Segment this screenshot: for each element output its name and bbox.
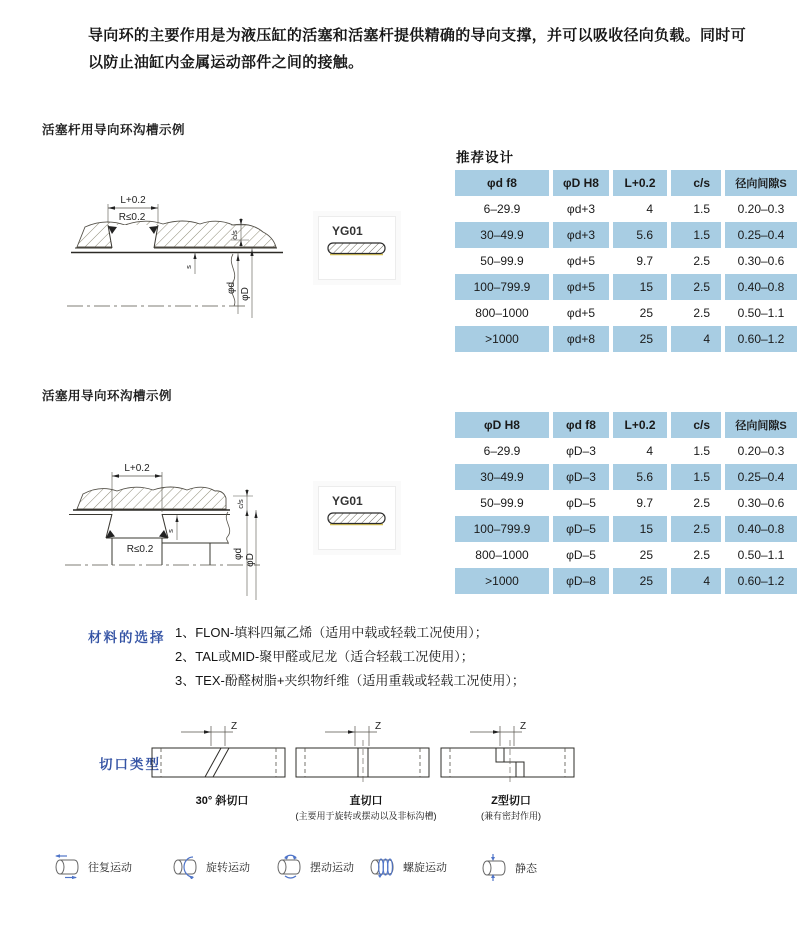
table-cell: 1.5 [693, 202, 710, 216]
table-cell: 100–799.9 [455, 274, 549, 300]
table-cell: 30–49.9 [455, 222, 549, 248]
dim-s-label: s [184, 265, 193, 269]
piston-design-table [455, 412, 797, 594]
table-cell: φd+5 [553, 274, 609, 300]
dim-d-label: φd [226, 281, 237, 295]
dim-R-label: R≤0.2 [126, 544, 154, 555]
table-cell: 0.40–0.8 [725, 516, 797, 542]
legend-label: 静态 [515, 862, 537, 875]
table-cell: 0.60–1.2 [725, 568, 797, 594]
table-cell: 5.6 [613, 464, 667, 490]
table-cell: 25 [613, 326, 667, 352]
dim-d-label: φd [233, 547, 244, 561]
material-item: 3、TEX-酚醛树脂+夹织物纤维（适用重载或轻载工况使用）； [175, 673, 525, 688]
table-cell: 25 [639, 548, 653, 562]
rotary-motion-icon [171, 854, 197, 879]
cut-type-label: 切口类型 [99, 757, 161, 772]
table-cell: 6–29.9 [483, 202, 521, 216]
table-cell: 9.7 [636, 254, 653, 268]
table-cell: 0.40–0.8 [725, 274, 797, 300]
dim-R-label: R≤0.2 [118, 212, 146, 223]
piston-section-title: 活塞用导向环沟槽示例 [42, 389, 173, 403]
table-cell: 0.50–1.1 [737, 548, 785, 562]
legend-label: 旋转运动 [206, 861, 250, 874]
dim-cs-label: c/s [230, 230, 239, 240]
table-cell: 25 [639, 306, 653, 320]
table-cell: 2.5 [671, 516, 721, 542]
guide-ring-cross-section-icon [325, 510, 389, 528]
legend-label: 螺旋运动 [403, 861, 447, 874]
table-cell: φD–8 [553, 568, 609, 594]
static-icon [480, 854, 506, 881]
material-item: 1、FLON-填料四氟乙烯（适用中载或轻载工况使用）； [175, 625, 488, 640]
intro-paragraph: 导向环的主要作用是为液压缸的活塞和活塞杆提供精确的导向支撑，并可以吸收径向负载。同时可以防止油缸内金属运动部件之间的接触。 [88, 27, 746, 71]
dim-z-label: Z [520, 721, 527, 732]
legend-label: 往复运动 [88, 861, 132, 874]
material-selection-label: 材料的选择 [88, 630, 166, 645]
table-cell: 4 [646, 202, 653, 216]
table-cell: 15 [613, 274, 667, 300]
cut-note: (兼有密封作用) [481, 811, 541, 821]
table-cell: 0.25–0.4 [725, 222, 797, 248]
table-cell: >1000 [455, 568, 549, 594]
table-cell: 2.5 [693, 548, 710, 562]
table-header-cell: L+0.2 [613, 412, 667, 438]
material-item: 2、TAL或MID-聚甲醛或尼龙（适合轻载工况使用）； [175, 649, 474, 664]
table-cell: >1000 [455, 326, 549, 352]
table-header-cell: L+0.2 [613, 170, 667, 196]
table-cell: 800–1000 [475, 548, 529, 562]
table-cell: 0.50–1.1 [737, 306, 785, 320]
table-cell: 30–49.9 [455, 464, 549, 490]
table-header-cell: c/s [671, 412, 721, 438]
yg01-box-piston [318, 486, 396, 550]
recommended-design-title: 推荐设计 [456, 150, 514, 165]
yg01-label: YG01 [332, 224, 363, 238]
reciprocating-motion-icon [53, 854, 79, 879]
cut-figure-30deg [147, 720, 297, 809]
dim-z-label: Z [375, 721, 382, 732]
legend-item-static [480, 854, 537, 881]
cut-caption: 直切口 [349, 795, 383, 807]
table-header-cell: 径向间隙S [725, 170, 797, 196]
table-header-cell: φd f8 [455, 170, 549, 196]
table-cell: 2.5 [693, 496, 710, 510]
cut-note: (主要用于旋转或摆动以及非标沟槽) [295, 811, 437, 821]
table-cell: 4 [671, 326, 721, 352]
guide-ring-cross-section-icon [325, 240, 389, 258]
table-cell: 2.5 [671, 274, 721, 300]
table-header-cell: φD H8 [553, 170, 609, 196]
helical-motion-icon [368, 854, 394, 879]
legend-item-reciprocating [53, 854, 132, 879]
table-cell: 2.5 [693, 254, 710, 268]
table-cell: 100–799.9 [455, 516, 549, 542]
table-cell: 1.5 [693, 444, 710, 458]
table-cell: 50–99.9 [480, 496, 524, 510]
table-cell: 1.5 [671, 222, 721, 248]
table-cell: 0.25–0.4 [725, 464, 797, 490]
table-cell: 15 [613, 516, 667, 542]
cut-figure-straight [291, 720, 441, 822]
table-header-cell: φD H8 [455, 412, 549, 438]
table-cell: 0.20–0.3 [737, 202, 785, 216]
dim-cs-label: c/s [236, 499, 245, 509]
table-header-cell: φd f8 [553, 412, 609, 438]
dim-D-label: φD [240, 287, 251, 301]
dim-L-label: L+0.2 [120, 195, 146, 206]
table-cell: φd+8 [553, 326, 609, 352]
cut-figure-z [436, 720, 586, 822]
table-cell: 0.20–0.3 [737, 444, 785, 458]
yg01-box-rod [318, 216, 396, 280]
rod-design-table [455, 170, 797, 352]
table-header-cell: c/s [671, 170, 721, 196]
table-cell: 4 [671, 568, 721, 594]
table-cell: 1.5 [671, 464, 721, 490]
angled-cut-diagram [147, 720, 297, 784]
rod-section-title: 活塞杆用导向环沟槽示例 [42, 123, 186, 137]
table-cell: 2.5 [693, 306, 710, 320]
straight-cut-diagram [291, 720, 441, 784]
cut-caption: Z型切口 [491, 795, 531, 807]
table-cell: 6–29.9 [483, 444, 521, 458]
table-cell: φD–5 [566, 548, 596, 562]
table-cell: 0.30–0.6 [737, 496, 785, 510]
table-cell: φD–5 [553, 516, 609, 542]
table-cell: φd+5 [566, 306, 596, 320]
oscillating-motion-icon [275, 854, 301, 879]
z-cut-diagram [436, 720, 586, 784]
legend-label: 摆动运动 [310, 861, 354, 874]
table-cell: 5.6 [613, 222, 667, 248]
table-cell: φD–3 [553, 464, 609, 490]
dim-D-label: φD [245, 553, 256, 567]
legend-item-rotary [171, 854, 250, 879]
table-header-cell: 径向间隙S [725, 412, 797, 438]
table-cell: 50–99.9 [480, 254, 524, 268]
table-cell: 9.7 [636, 496, 653, 510]
material-list [175, 621, 525, 693]
legend-item-helical [368, 854, 447, 879]
table-cell: 0.60–1.2 [725, 326, 797, 352]
table-cell: 4 [646, 444, 653, 458]
dim-z-label: Z [231, 721, 238, 732]
yg01-label: YG01 [332, 494, 363, 508]
table-cell: φd+5 [566, 254, 596, 268]
table-cell: φd+3 [553, 222, 609, 248]
table-cell: 25 [613, 568, 667, 594]
dim-s-label: s [166, 529, 175, 533]
table-cell: φd+3 [566, 202, 596, 216]
table-cell: 0.30–0.6 [737, 254, 785, 268]
dim-L-label: L+0.2 [124, 463, 150, 474]
table-cell: φD–3 [566, 444, 596, 458]
table-cell: 800–1000 [475, 306, 529, 320]
table-cell: φD–5 [566, 496, 596, 510]
cut-caption: 30° 斜切口 [195, 795, 249, 807]
legend-item-oscillating [275, 854, 354, 879]
